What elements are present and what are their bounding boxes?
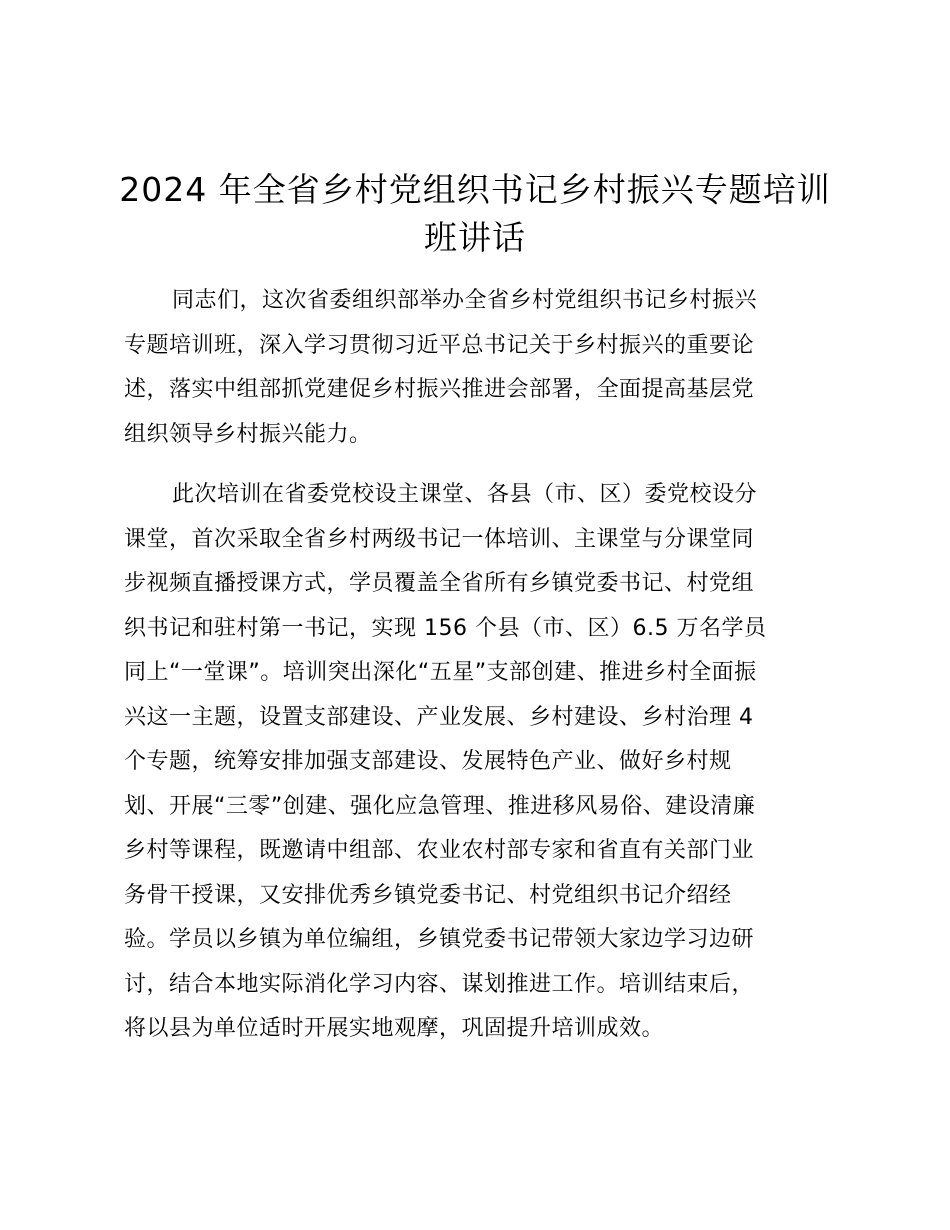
paragraph-line: 乡村等课程，既邀请中组部、农业农村部专家和省直有关部门业 bbox=[124, 838, 755, 863]
paragraph-1 bbox=[124, 279, 834, 457]
paragraph-line: 务骨干授课，又安排优秀乡镇党委书记、村党组织书记介绍经 bbox=[124, 882, 732, 908]
paragraph-line: 个专题，统筹安排加强支部建设、发展特色产业、做好乡村规 bbox=[124, 749, 732, 774]
paragraph-line: 讨，结合本地实际消化学习内容、谋划推进工作。培训结束后， bbox=[124, 971, 755, 997]
paragraph-line: 验。学员以乡镇为单位编组，乡镇党委书记带领大家边学习边研 bbox=[124, 927, 755, 952]
title-line: 2024 年全省乡村党组织书记乡村振兴专题培训 bbox=[119, 170, 831, 209]
document-title bbox=[110, 166, 840, 262]
paragraph-line: 课堂，首次采取全省乡村两级书记一体培训、主课堂与分课堂同 bbox=[124, 526, 755, 552]
paragraph-line: 织书记和驻村第一书记，实现 156 个县（市、区）6.5 万名学员 bbox=[124, 615, 767, 641]
paragraph-line: 兴这一主题，设置支部建设、产业发展、乡村建设、乡村治理 4 bbox=[124, 704, 754, 730]
paragraph-line: 组织领导乡村振兴能力。 bbox=[124, 421, 372, 447]
paragraph-line: 同上“一堂课”。培训突出深化“五星”支部创建、推进乡村全面振 bbox=[124, 660, 757, 685]
document-body bbox=[124, 279, 834, 1052]
paragraph-line: 述，落实中组部抓党建促乡村振兴推进会部署，全面提高基层党 bbox=[124, 377, 755, 402]
paragraph-2 bbox=[124, 473, 834, 1052]
paragraph-line: 此次培训在省委党校设主课堂、各县（市、区）委党校设分 bbox=[172, 482, 758, 507]
paragraph-line: 划、开展“三零”创建、强化应急管理、推进移风易俗、建设清廉 bbox=[124, 793, 756, 819]
paragraph-line: 同志们，这次省委组织部举办全省乡村党组织书记乡村振兴 bbox=[172, 288, 758, 313]
paragraph-line: 专题培训班，深入学习贯彻习近平总书记关于乡村振兴的重要论 bbox=[124, 332, 755, 358]
title-line: 班讲话 bbox=[424, 218, 526, 257]
paragraph-line: 将以县为单位适时开展实地观摩，巩固提升培训成效。 bbox=[124, 1016, 665, 1041]
paragraph-line: 步视频直播授课方式，学员覆盖全省所有乡镇党委书记、村党组 bbox=[124, 571, 755, 596]
